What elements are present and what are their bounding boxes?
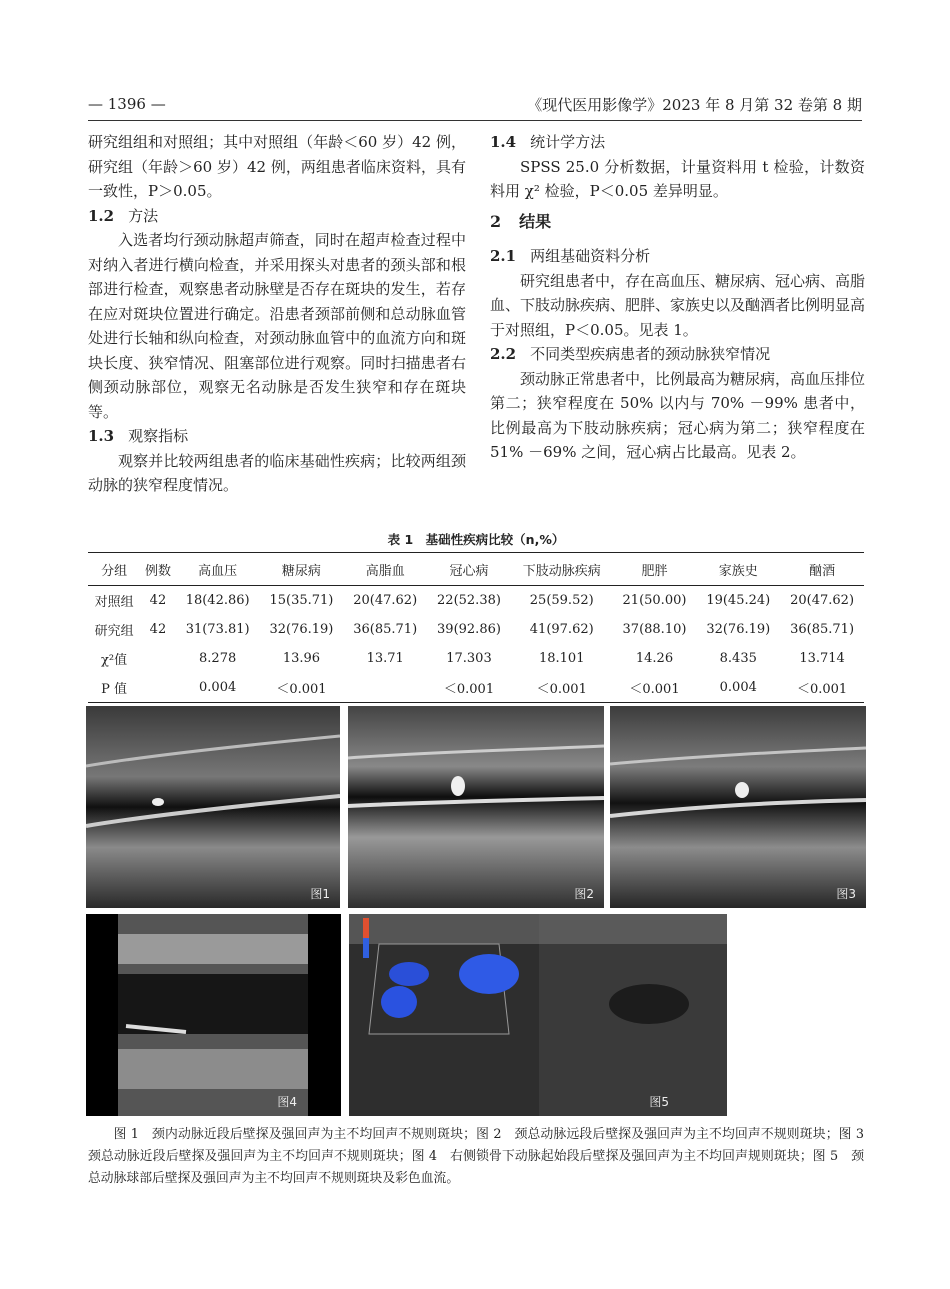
ultrasound-image-2	[348, 706, 604, 908]
paragraph-groups: 研究组组和对照组；其中对照组（年龄＜60 岁）42 例，研究组（年龄＞60 岁）42 例，两组患者临床资料，具有一致性，P＞0.05。	[88, 133, 466, 200]
table-cell: ＜0.001	[511, 673, 613, 703]
table-cell: 17.303	[446, 651, 492, 666]
section-title: 两组基础资料分析	[530, 247, 651, 265]
table-cell: 13.71	[366, 651, 404, 666]
section-title: 观察指标	[128, 427, 189, 445]
left-column	[88, 130, 466, 498]
table-header-cell: 肥胖	[613, 553, 697, 586]
table-header-cell: 高血压	[176, 553, 260, 586]
ultrasound-graphic	[349, 914, 727, 1116]
table-cell: 22(52.38)	[437, 593, 501, 608]
paragraph-statistics: SPSS 25.0 分析数据，计量资料用 t 检验，计数资料用 χ² 检验，P＜0.05 差异明显。	[490, 157, 865, 200]
page-number: — 1396 —	[88, 95, 166, 113]
ultrasound-image-4	[86, 914, 341, 1116]
table-header-cell: 酗酒	[780, 553, 864, 586]
figure-label: 图2	[574, 887, 594, 901]
ultrasound-image-1	[86, 706, 340, 908]
table-cell	[140, 673, 176, 703]
table-cell: 36(85.71)	[353, 622, 418, 637]
right-column	[490, 130, 865, 465]
ultrasound-graphic	[610, 706, 866, 908]
section-title: 不同类型疾病患者的颈动脉狭窄情况	[530, 345, 771, 363]
paragraph-stenosis: 颈动脉正常患者中，比例最高为糖尿病，高血压排位第二；狭窄程度在 50% 以内与 70% －99% 患者中，比例最高为下肢动脉疾病；冠心病为第二；狭窄程度在 51% －69% 之间，冠心病占比最高。见表 2。	[490, 369, 866, 461]
table-cell: 13.96	[282, 651, 321, 666]
section-title: 统计学方法	[530, 133, 606, 151]
section-number: 2.1	[490, 247, 517, 265]
table-body	[88, 586, 864, 703]
table-cell: 32(76.19)	[269, 622, 334, 637]
table-cell: 20(47.62)	[790, 593, 855, 608]
paragraph-indicators: 观察并比较两组患者的临床基础性疾病；比较两组颈动脉的狭窄程度情况。	[88, 451, 466, 494]
section-title: 结果	[519, 211, 552, 231]
table-caption: 表 1 基础性疾病比较（n,%）	[387, 532, 565, 547]
table-cell: 39(92.86)	[437, 622, 501, 637]
table-cell: 25(59.52)	[529, 593, 594, 608]
table-cell	[343, 673, 427, 703]
table-header-cell: 分组	[88, 553, 140, 586]
table-1	[88, 530, 864, 703]
table-cell: 0.004	[176, 673, 260, 703]
table-cell: 8.278	[199, 651, 237, 666]
table-cell: 19(45.24)	[706, 593, 771, 608]
table-cell: ＜0.001	[780, 673, 864, 703]
table-cell: ＜0.001	[260, 673, 344, 703]
table-cell: ＜0.001	[427, 673, 511, 703]
table-row	[88, 644, 864, 673]
figure-label: 图5	[649, 1095, 669, 1109]
ultrasound-image-3	[610, 706, 866, 908]
disease-table	[88, 552, 864, 703]
section-number: 1.2	[88, 206, 115, 225]
section-1-2-heading	[88, 204, 466, 229]
table-cell: 42	[149, 593, 167, 608]
table-cell: 15(35.71)	[269, 593, 334, 608]
figure-label: 图3	[836, 887, 856, 901]
table-cell	[140, 644, 176, 673]
figure-label: 图4	[277, 1095, 297, 1109]
table-header-cell: 家族史	[696, 553, 780, 586]
ultrasound-graphic	[86, 914, 341, 1116]
header-rule	[88, 120, 862, 121]
section-2-heading	[490, 210, 865, 235]
section-title: 方法	[128, 206, 159, 225]
section-number: 1.3	[88, 427, 115, 445]
table-cell: 18.101	[538, 651, 585, 666]
section-number: 2	[490, 211, 502, 231]
table-cell: ＜0.001	[613, 673, 697, 703]
table-row	[88, 615, 864, 644]
figure-label: 图1	[310, 887, 330, 901]
table-cell: 18(42.86)	[185, 593, 250, 608]
ultrasound-image-5	[349, 914, 727, 1116]
figure-caption-text: 图 1 颈内动脉近段后壁探及强回声为主不均回声不规则斑块；图 2 颈总动脉远段后壁探及强回声为主不均回声不规则斑块；图 3 颈总动脉近段后壁探及强回声为主不均回声不规则斑块；图 4 右侧锁骨下动脉起始段后壁探及强回声为主不均回声规则斑块；图 5 颈总动脉球部后壁探及强回声为主不均回声不规则斑块及彩色血流。	[88, 1127, 877, 1186]
page-header	[88, 92, 862, 116]
table-cell: 41(97.62)	[529, 622, 594, 637]
table-cell: χ²值	[101, 653, 128, 668]
table-cell: P 值	[88, 673, 140, 703]
section-2-2-heading	[490, 342, 865, 367]
table-cell: 14.26	[635, 651, 674, 666]
table-cell: 31(73.81)	[185, 622, 250, 637]
table-cell: 42	[149, 622, 167, 637]
table-header-cell: 糖尿病	[260, 553, 344, 586]
table-cell: 36(85.71)	[790, 622, 855, 637]
paragraph-baseline: 研究组患者中，存在高血压、糖尿病、冠心病、高脂血、下肢动脉疾病、肥胖、家族史以及酗酒者比例明显高于对照组，P＜0.05。见表 1。	[490, 271, 866, 339]
section-2-1-heading	[490, 244, 865, 269]
table-cell: 13.714	[799, 651, 845, 666]
table-row	[88, 673, 864, 703]
figure-panel	[86, 706, 866, 1116]
table-cell: 对照组	[94, 595, 134, 610]
ultrasound-graphic	[348, 706, 604, 908]
table-header-cell: 下肢动脉疾病	[511, 553, 613, 586]
paragraph-method: 入选者均行颈动脉超声筛查，同时在超声检查过程中对纳入者进行横向检查，并采用探头对患者的颈头部和根部进行检查，观察患者动脉壁是否存在斑块的发生，若存在应对斑块位置进行确定。沿患者颈部前侧和总动脉血管处进行长轴和纵向检查，对颈动脉血管中的血流方向和斑块长度、狭窄情况、阻塞部位进行观察。同时扫描患者右侧颈动脉部位，观察无名动脉是否发生狭窄和存在斑块等。	[88, 231, 466, 421]
table-header-row	[88, 553, 864, 586]
table-header-cell: 高脂血	[343, 553, 427, 586]
ultrasound-graphic	[86, 706, 340, 908]
table-header-cell: 例数	[140, 553, 176, 586]
table-cell: 20(47.62)	[353, 593, 418, 608]
section-1-3-heading	[88, 424, 466, 449]
table-header-cell: 冠心病	[427, 553, 511, 586]
figure-caption	[88, 1124, 877, 1190]
section-number: 1.4	[490, 133, 517, 151]
section-number: 2.2	[490, 345, 517, 363]
section-1-4-heading	[490, 130, 865, 155]
table-cell: 研究组	[94, 624, 134, 639]
table-cell: 21(50.00)	[622, 593, 687, 608]
table-cell: 32(76.19)	[706, 622, 771, 637]
table-cell: 0.004	[696, 673, 780, 703]
table-cell: 37(88.10)	[622, 622, 687, 637]
table-cell: 8.435	[719, 651, 757, 666]
table-row	[88, 586, 864, 616]
journal-title: 《现代医用影像学》2023 年 8 月第 32 卷第 8 期	[527, 95, 862, 114]
